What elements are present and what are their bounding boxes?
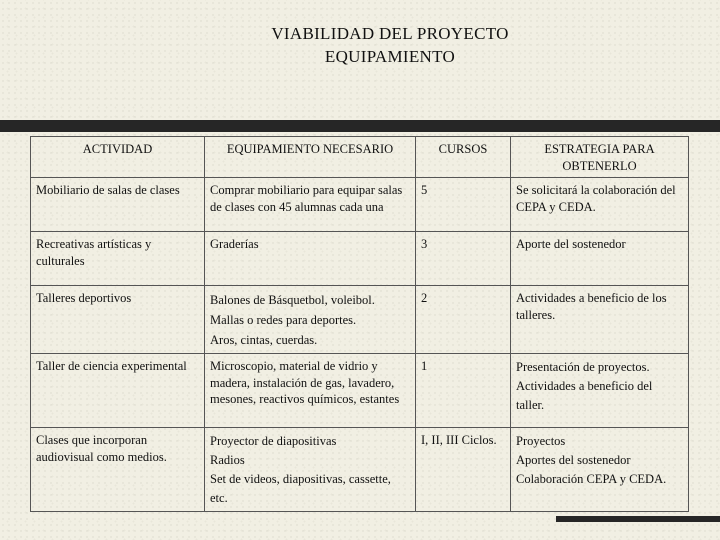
cell-cursos: 5 (416, 178, 511, 232)
cell-estrategia (511, 428, 689, 512)
cell-actividad: Recreativas artísticas y culturales (31, 232, 205, 286)
cell-actividad: Talleres deportivos (31, 286, 205, 354)
estrategia-line: Aporte del sostenedor (516, 237, 626, 251)
estrategia-line: Actividades a beneficio del taller. (516, 379, 653, 412)
slide-title-line-2: EQUIPAMIENTO (324, 47, 456, 66)
equipamiento-line: Radios (210, 453, 245, 467)
slide-title-line-1: VIABILIDAD DEL PROYECTO (271, 24, 509, 43)
slide-title (160, 22, 620, 68)
header-cursos: CURSOS (416, 137, 511, 178)
estrategia-line: Proyectos (516, 434, 566, 448)
cell-equipamiento (205, 178, 416, 232)
cell-actividad: Taller de ciencia experimental (31, 354, 205, 428)
table-row (31, 354, 689, 428)
equipamiento-line: Graderías (210, 237, 259, 251)
cell-actividad: Mobiliario de salas de clases (31, 178, 205, 232)
estrategia-line: Actividades a beneficio de los talleres. (516, 291, 667, 322)
table-header-row (31, 137, 689, 178)
cell-cursos: I, II, III Ciclos. (416, 428, 511, 512)
estrategia-line: Se solicitará la colaboración del CEPA y CEDA. (516, 183, 676, 214)
estrategia-line: Aportes del sostenedor (516, 453, 631, 467)
cell-actividad: Clases que incorporan audiovisual como medios. (31, 428, 205, 512)
cell-cursos: 3 (416, 232, 511, 286)
cell-cursos: 2 (416, 286, 511, 354)
header-equipamiento: EQUIPAMIENTO NECESARIO (205, 137, 416, 178)
estrategia-line: Presentación de proyectos. (516, 360, 650, 374)
cell-equipamiento (205, 428, 416, 512)
header-estrategia: ESTRATEGIA PARA OBTENERLO (511, 137, 689, 178)
cell-equipamiento (205, 286, 416, 354)
equipamiento-line: Balones de Básquetbol, voleibol. (210, 293, 375, 307)
decorative-bottom-bar (556, 516, 720, 522)
estrategia-line: Colaboración CEPA y CEDA. (516, 472, 667, 486)
table-row (31, 232, 689, 286)
cell-equipamiento (205, 354, 416, 428)
equipamiento-line: Comprar mobiliario para equipar salas de clases con 45 alumnas cada una (210, 183, 403, 214)
cell-equipamiento (205, 232, 416, 286)
cell-estrategia (511, 178, 689, 232)
header-actividad: ACTIVIDAD (31, 137, 205, 178)
equipamiento-line: Proyector de diapositivas (210, 434, 337, 448)
table-row (31, 286, 689, 354)
equipamiento-line: Set de videos, diapositivas, cassette, etc. (210, 472, 391, 505)
equipment-table-container (30, 136, 688, 512)
cell-cursos: 1 (416, 354, 511, 428)
table-row (31, 178, 689, 232)
equipment-table (30, 136, 689, 512)
cell-estrategia (511, 354, 689, 428)
cell-estrategia (511, 286, 689, 354)
decorative-top-bar (0, 120, 720, 132)
table-body (31, 178, 689, 512)
equipamiento-line: Microscopio, material de vidrio y madera, instalación de gas, lavadero, mesones, reactivos químicos, estantes (210, 359, 400, 406)
cell-estrategia (511, 232, 689, 286)
table-row (31, 428, 689, 512)
equipamiento-line: Mallas o redes para deportes. (210, 313, 357, 327)
equipamiento-line: Aros, cintas, cuerdas. (210, 333, 318, 347)
